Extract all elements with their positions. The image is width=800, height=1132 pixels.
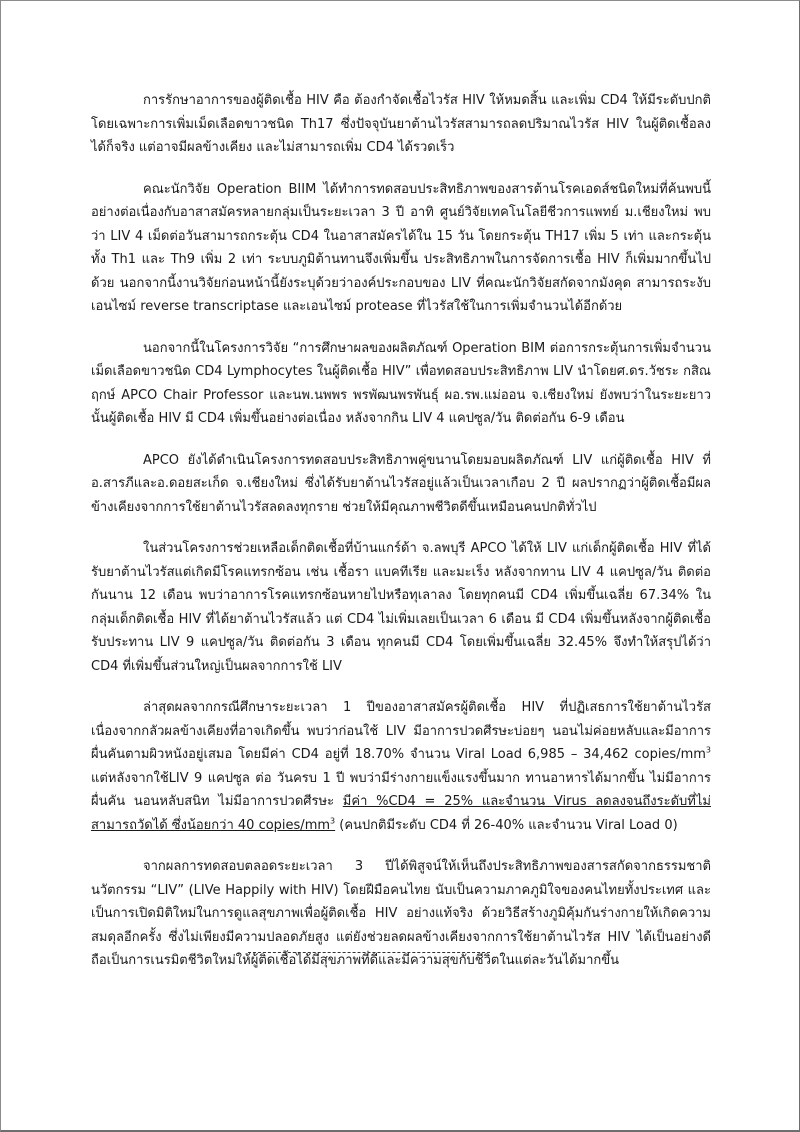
paragraph-research-project: นอกจากนี้ในโครงการวิจัย “การศึกษาผลของผลิตภัณฑ์ Operation BIM ต่อการกระตุ้นการเพิ่มจำนวนเม็ดเลือดขาวชนิด CD4 Lymphocytes ในผู้ติดเชื้อ HIV” เพื่อทดสอบประสิทธิภาพ LIV นำโดยศ.ดร.วัชระ กสิณฤกษ์ APCO Chair Professor และนพ.นพพร พรพัฒนพรพันธุ์ ผอ.รพ.แม่ออน จ.เชียงใหม่ ยังพบว่าในระยะยาวนั้นผู้ติดเชื้อ HIV มี CD4 เพิ่มขึ้นอย่างต่อเนื่อง หลังจากกิน LIV 4 แคปซูล/วัน ติดต่อกัน 6-9 เดือน xyxy=(91,340,711,426)
paragraph-hiv-treatment: การรักษาอาการของผู้ติดเชื้อ HIV คือ ต้องกำจัดเชื้อไวรัส HIV ให้หมดสิ้น และเพิ่ม CD4 ให้มีระดับปกติ โดยเฉพาะการเพิ่มเม็ดเลือดขาวชนิด Th17 ซึ่งปัจจุบันยาต้านไวรัสสามารถลดปริมาณไวรัส HIV ในผู้ติดเชื้อลงได้ก็จริง แต่อาจมีผลข้างเคียง และไม่สามารถเพิ่ม CD4 ได้รวดเร็ว xyxy=(91,93,711,155)
superscript: 3 xyxy=(705,745,711,755)
paragraph-apco-parallel-test: APCO ยังได้ดำเนินโครงการทดสอบประสิทธิภาพคู่ขนานโดยมอบผลิตภัณฑ์ LIV แก่ผู้ติดเชื้อ HIV ที่ อ.สารภีและอ.ดอยสะเก็ด จ.เชียงใหม่ ซึ่งได้รับยาต้านไวรัสอยู่แล้วเป็นเวลาเกือบ 2 ปี ผลปรากฏว่าผู้ติดเชื้อมีผลข้างเคียงจากการใช้ยาต้านไวรัสลดลงทุกราย ช่วยให้มีคุณภาพชีวิตดีขึ้นเหมือนคนปกติทั่วไป xyxy=(91,452,711,515)
paragraph-children-project: ในส่วนโครงการช่วยเหลือเด็กติดเชื้อที่บ้านแกร์ด้า จ.ลพบุรี APCO ได้ให้ LIV แก่เด็กผู้ติดเชื้อ HIV ที่ได้รับยาต้านไวรัสแต่เกิดมีโรคแทรกซ้อน เช่น เชื้อรา แบคทีเรีย และมะเร็ง หลังจากทาน LIV 4 แคปซูล/วัน ติดต่อกันนาน 12 เดือน พบว่าอาการโรคแทรกซ้อนหายไปหรือทุเลาลง โดยทุกคนมี CD4 เพิ่มขึ้นเฉลี่ย 67.34% ในกลุ่มเด็กติดเชื้อ HIV ที่ได้ยาต้านไวรัสแล้ว แต่ CD4 ไม่เพิ่มเลยเป็นเวลา 6 เดือน มี CD4 เพิ่มขึ้นหลังจากผู้ติดเชื้อรับประทาน LIV 9 แคปซูล/วัน ติดต่อกัน 3 เดือน ทุกคนมี CD4 โดยเพิ่มขึ้นเฉลี่ย 32.45% จึงทำให้สรุปได้ว่า CD4 ที่เพิ่มขึ้นส่วนใหญ่เป็นผลจากการใช้ LIV xyxy=(91,541,711,674)
end-divider xyxy=(248,952,490,953)
underlined-text: มีค่า %CD4 = 25% และจำนวน Virus ลดลงจนถึงระดับที่ไม่สามารถวัดได้ ซึ่งน้อยกว่า 40 copies/mm xyxy=(91,794,711,833)
paragraph-research-team: คณะนักวิจัย Operation BIIM ได้ทำการทดสอบประสิทธิภาพของสารต้านโรคเอดส์ชนิดใหม่ที่ค้นพบนี้อย่างต่อเนื่องกับอาสาสมัครหลายกลุ่มเป็นระยะเวลา 3 ปี อาทิ ศูนย์วิจัยเทคโนโลยีชีวการแพทย์ ม.เชียงใหม่ พบว่า LIV 4 เม็ดต่อวันสามารถกระตุ้น CD4 ในอาสาสมัครได้ใน 15 วัน โดยกระตุ้น TH17 เพิ่ม 5 เท่า และกระตุ้นทั้ง Th1 และ Th9 เพิ่ม 2 เท่า ระบบภูมิต้านทานจึงเพิ่มขึ้น ประสิทธิภาพในการจัดการเชื้อ HIV ก็เพิ่มมากขึ้นไปด้วย นอกจากนี้งานวิจัยก่อนหน้านี้ยังระบุด้วยว่าองค์ประกอบของ LIV ที่คณะนักวิจัยสกัดจากมังคุด สามารถระงับเอนไซม์ reverse transcriptase และเอนไซม์ protease ที่ไวรัสใช้ในการเพิ่มจำนวนได้อีกด้วย xyxy=(91,181,711,314)
paragraph-conclusion: จากผลการทดสอบตลอดระยะเวลา 3 ปีได้พิสูจน์ให้เห็นถึงประสิทธิภาพของสารสกัดจากธรรมชาตินวัตกรรม “LIV” (LIVe Happily with HIV) โดยฝีมือคนไทย นับเป็นความภาคภูมิใจของคนไทยทั้งประเทศ และเป็นการเปิดมิติใหม่ในการดูแลสุขภาพเพื่อผู้ติดเชื้อ HIV อย่างแท้จริง ด้วยวิธีสร้างภูมิคุ้มกันร่างกายให้เกิดความสมดุลอีกครั้ง ซึ่งไม่เพียงมีความปลอดภัยสูง แต่ยังช่วยลดผลข้างเคียงจากการใช้ยาต้านไวรัส HIV ได้เป็นอย่างดี ถือเป็นการเนรมิตชีวิตใหม่ให้ผู้ติดเชื้อได้มีสุขภาพที่ดีและมีความสุขกับชีวิตในแต่ละวันได้มากขึ้น xyxy=(91,859,711,968)
case-study-text-c: (คนปกติมีระดับ CD4 ที่ 26-40% และจำนวน Viral Load 0) xyxy=(335,817,678,833)
paragraph-case-study xyxy=(91,696,711,837)
case-study-text-a: ล่าสุดผลจากกรณีศึกษาระยะเวลา 1 ปีของอาสาสมัครผู้ติดเชื้อ HIV ที่ปฏิเสธการใช้ยาต้านไวรัสเนื่องจากกลัวผลข้างเคียงที่อาจเกิดขึ้น พบว่าก่อนใช้ LIV มีอาการปวดศีรษะบ่อยๆ นอนไม่ค่อยหลับและมีอาการผื่นคันตามผิวหนังอยู่เสมอ โดยมีค่า CD4 อยู่ที่ 18.70% จำนวน Viral Load 6,985 – 34,462 copies/mm xyxy=(91,700,711,762)
superscript: 3 xyxy=(330,816,336,826)
document-body xyxy=(91,89,711,973)
case-study-text-b: แต่หลังจากใช้LIV 9 แคปซูล ต่อ วันครบ 1 ปี พบว่ามีร่างกายแข็งแรงขึ้นมาก ทานอาหารได้มากขึ้น ไม่มีอาการผื่นคัน นอนหลับสนิท ไม่มีอาการปวดศีรษะ xyxy=(91,770,711,809)
